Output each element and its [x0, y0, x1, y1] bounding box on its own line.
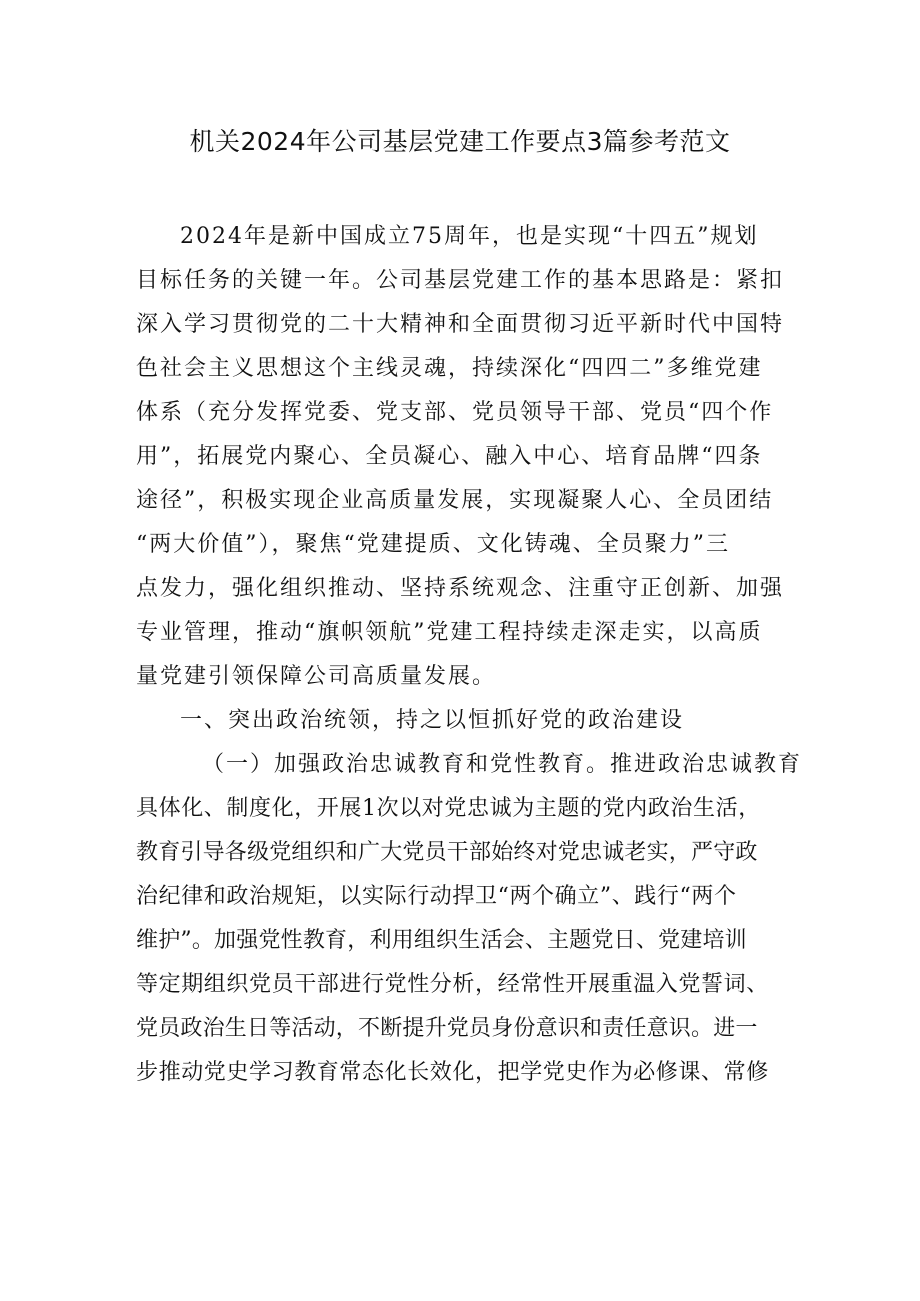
paragraph-2-line-5: 维护”。加强党性教育，利用组织生活会、主题党日、党建培训 [136, 928, 747, 953]
paragraph-1-line-10: 专业管理，推动“旗帜领航”党建工程持续走深走实，以高质 [136, 620, 763, 645]
paragraph-2-line-6: 等定期组织党员干部进行党性分析，经常性开展重温入党誓词、 [136, 972, 769, 997]
paragraph-2-line-3: 教育引导各级党组织和广大党员干部始终对党忠诚老实，严守政 [136, 840, 758, 865]
paragraph-1-line-9: 点发力，强化组织推动、坚持系统观念、注重守正创新、加强 [136, 576, 785, 601]
section-heading-1: 一、突出政治统领，持之以恒抓好党的政治建设 [180, 708, 685, 733]
paragraph-2-line-1: （一）加强政治忠诚教育和党性教育。推进政治忠诚教育 [202, 752, 803, 777]
paragraph-1-line-3: 深入学习贯彻党的二十大精神和全面贯彻习近平新时代中国特 [136, 312, 785, 337]
paragraph-2-line-8: 步推动党史学习教育常态化长效化，把学党史作为必修课、常修 [136, 1060, 769, 1085]
document-title: 机关2024年公司基层党建工作要点3篇参考范文 [189, 127, 731, 156]
paragraph-1-line-6: 用”，拓展党内聚心、全员凝心、融入中心、培育品牌“四条 [136, 444, 763, 469]
paragraph-1-line-8: “两大价值”），聚焦“党建提质、文化铸魂、全员聚力”三 [136, 532, 730, 557]
paragraph-1-line-5: 体系（充分发挥党委、党支部、党员领导干部、党员“四个作 [136, 400, 774, 425]
paragraph-2-line-7: 党员政治生日等活动，不断提升党员身份意识和责任意识。进一 [136, 1016, 758, 1041]
paragraph-1-line-11: 量党建引领保障公司高质量发展。 [136, 664, 497, 689]
paragraph-1-line-2: 目标任务的关键一年。公司基层党建工作的基本思路是：紧扣 [136, 268, 785, 293]
paragraph-1-line-7: 途径”，积极实现企业高质量发展，实现凝聚人心、全员团结 [136, 488, 774, 513]
paragraph-1-line-1: 2024年是新中国成立75周年，也是实现“十四五”规划 [180, 224, 759, 249]
paragraph-2-line-2: 具体化、制度化，开展1次以对党忠诚为主题的党内政治生活， [136, 796, 761, 821]
paragraph-2-line-4: 治纪律和政治规矩，以实际行动捍卫“两个确立”、践行“两个 [136, 884, 737, 909]
paragraph-1-line-4: 色社会主义思想这个主线灵魂，持续深化“四四二”多维党建 [136, 356, 763, 381]
document-body [136, 215, 803, 1095]
